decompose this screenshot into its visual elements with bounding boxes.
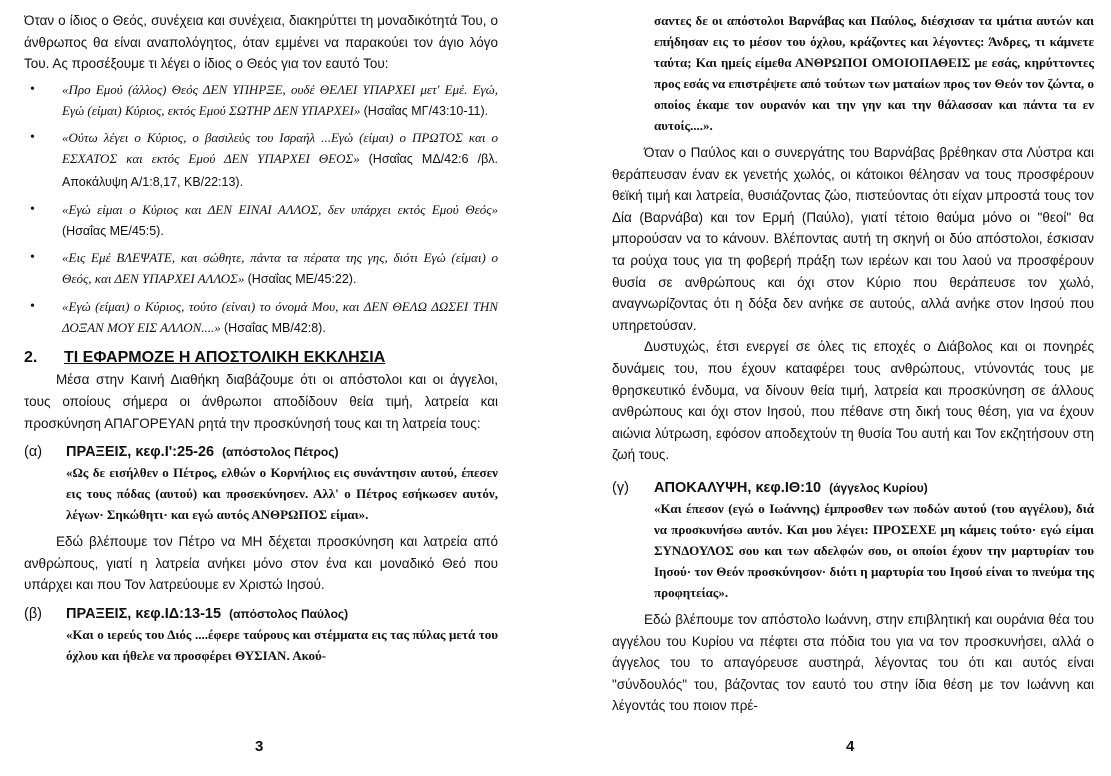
bullet-reference: (Ησαΐας ΜΔ/42:6 /βλ. Αποκάλυψη Α/1:8,17, ΚΒ/22:13). [62,152,498,189]
intro-paragraph: Όταν ο ίδιος ο Θεός, συνέχεια και συνέχεια, διακηρύττει τη μοναδικότητά Του, ο άνθρωπος θα είναι αναπολόγητος, όταν εμμένει να παρακούει τον άγιο λόγο Του. Ας προσέξουμε τι λέγει ο ίδιος ο Θεός για τον εαυτό Του: [24,13,498,72]
subsection-title: ΠΡΑΞΕΙΣ, κεφ.ΙΔ:13-15 [66,605,222,622]
list-item [24,247,498,291]
bullet-reference: (Ησαΐας ΜΓ/43:10-11). [363,103,489,118]
subsection-heading-b [24,604,498,624]
list-item [24,199,498,243]
subsection-title: ΑΠΟΚΑΛΥΨΗ, κεφ.ΙΘ:10 [654,479,822,496]
bullet-quote: «Εγώ (είμαι) ο Κύριος, τούτο (είναι) το όνομά Μου, και ΔΕΝ ΘΕΛΩ ΔΩΣΕΙ ΤΗΝ ΔΟΞΑΝ ΜΟΥ ΕΙΣ ΑΛΛΟΝ....» [62,298,498,335]
subsection-comment: Εδώ βλέπουμε τον Πέτρο να ΜΗ δέχεται προσκύνηση και λατρεία από ανθρώπους, γιατί η λατρεία ανήκει μόνο στον ένα και μοναδικό Θεό που υπάρχει και που Τον λατρεύουμε εν Χριστώ Ιησού. [24,534,498,593]
subsection-note: (άγγελος Κυρίου) [829,480,928,495]
right-page [612,10,1094,730]
subsection-heading-a [24,442,498,462]
subsection-note: (απόστολος Παύλος) [229,606,349,621]
subsection-label: (β) [24,605,42,622]
subsection-label: (α) [24,444,43,461]
bullet-quote: «Προ Εμού (άλλος) Θεός ΔΕΝ ΥΠΗΡΞΕ, ουδέ ΘΕΛΕΙ ΥΠΑΡΧΕΙ μετ' Εμέ. Εγώ, Εγώ (είμαι) Κύριος, εκτός Εμού ΣΩΤΗΡ ΔΕΝ ΥΠΑΡΧΕΙ» [62,81,498,118]
bullet-quote: «Εις Εμέ ΒΛΕΨΑΤΕ, και σώθητε, πάντα τα πέρατα της γης, διότι Εγώ (είμαι) ο Θεός, και ΔΕΝ ΥΠΑΡΧΕΙ ΑΛΛΟΣ» [62,250,498,287]
body-paragraph: Όταν ο Παύλος και ο συνεργάτης του Βαρνάβας βρέθηκαν στα Λύστρα και θεράπευσαν έναν εκ γενετής χωλός, οι κάτοικοι θέλησαν να τους προσφέρουν θεϊκή τιμή και λατρεία, θυσιάζοντας ζώο, πιστεύοντας ότι είχαν μπροστά τους τον Δία (Βαρνάβα) και τον Ερμή (Παύλο), γιατί τέτοιο θαύμα μόνο οι "θεοί" θα μπορούσαν να το κάνουν. Βλέποντας αυτή τη σκηνή οι δύο απόστολοι, έσκισαν τα ρούχα τους για τη φοβερή πράξη των ιερέων και του λαού να προσφέρουν θυσία σε ανθρώπους και όχι στον Κύριο που θεράπευσε τον χωλό, αναγνωρίζοντας ότι η δόξα δεν ανήκε σε αυτούς, αλλά ανήκε στον Ιησού που υπηρετούσαν. [612,145,1094,333]
bullet-quote: «Εγώ είμαι ο Κύριος και ΔΕΝ ΕΙΝΑΙ ΑΛΛΟΣ, δεν υπάρχει εκτός Εμού Θεός» [62,201,498,217]
bullet-quote: «Ούτω λέγει ο Κύριος, ο βασιλεύς του Ισραήλ ...Εγώ (είμαι) ο ΠΡΩΤΟΣ και ο ΕΣΧΑΤΟΣ και εκτός Εμού ΔΕΝ ΥΠΑΡΧΕΙ ΘΕΟΣ» [62,130,498,167]
subsection-quote: «Ως δε εισήλθεν ο Πέτρος, ελθών ο Κορνήλιος εις συνάντησιν αυτού, έπεσεν εις τους πόδας (αυτού) και προσεκύνησεν. Αλλ' ο Πέτρος εσήκωσεν αυτόν, λέγων· Σηκώθητι· και εγώ αυτός ΑΝΘΡΩΠΟΣ είμαι». [66,465,498,523]
continued-quote: σαντες δε οι απόστολοι Βαρνάβας και Παύλος, διέσχισαν τα ιμάτια αυτών και επήδησαν εις το μέσον του όχλου, κράζοντες και λέγοντες: Άνδρες, τι κάμνετε ταύτα; Και ημείς είμεθα ΑΝΘΡΩΠΟΙ ΟΜΟΙΟΠΑΘΕΙΣ με εσάς, κηρύττοντες προς εσάς να επιστρέψετε από τούτων των ματαίων προς τον Θεόν τον ζώντα, ο οποίος έκαμε τον ουρανόν και την γην και την θάλασσαν και πάντα τα εν αυτοίς....». [654,13,1094,133]
bullet-reference: (Ησαΐας ΜΒ/42:8). [224,320,326,335]
body-paragraph: Δυστυχώς, έτσι ενεργεί σε όλες τις εποχές ο Διάβολος και οι πονηρές δυνάμεις του, που έχουν καταφέρει τους ανθρώπους, ντύνοντάς τους με θρησκευτικό ένδυμα, να δίνουν θεία τιμή, λατρεία και προσκύνηση σε άλλους ανθρώπους και όχι στον Ιησού, που πέθανε στη δική τους θέση, για να έχουν αιώνια λύτρωση, εφόσον αποδεχτούν τη θυσία Του αυτή και Τον εκζητήσουν στη ζωή τους. [612,339,1094,463]
page-number-left: 3 [255,738,264,755]
section-heading [24,347,498,369]
subsection-comment: Εδώ βλέπουμε τον απόστολο Ιωάννη, στην επιβλητική και ουράνια θέα του αγγέλου του Κυρίου να πέφτει στα πόδια του για να τον προσκυνήσει, αλλά ο άγγελος του το απαγόρευσε αυστηρά, λέγοντας του ότι και αυτός είναι "σύνδουλός" του, βάζοντας τον εαυτό του στην ίδια θέση με τον Ιωάννη και λέγοντάς του ποιον πρέ- [612,611,1094,714]
scripture-list [24,79,498,340]
list-item [24,79,498,123]
subsection-label: (γ) [612,479,629,496]
bullet-reference: (Ησαΐας ΜΕ/45:5). [62,223,164,238]
list-item [24,127,498,193]
subsection-title: ΠΡΑΞΕΙΣ, κεφ.Ι':25-26 [66,444,215,461]
section-intro-paragraph: Μέσα στην Καινή Διαθήκη διαβάζουμε ότι οι απόστολοι και οι άγγελοι, τους οποίους σήμερα οι άνθρωποι αποδίδουν θεία τιμή, λατρεία και προσκύνηση ΑΠΑΓΟΡΕΥΑΝ ρητά την προσκύνησή τους και τη λατρεία τους: [24,372,498,431]
subsection-note: (απόστολος Πέτρος) [222,445,339,460]
subsection-quote: «Και έπεσον (εγώ ο Ιωάννης) έμπροσθεν των ποδών αυτού (του αγγέλου), διά να προσκυνήσω αυτόν. Και μου λέγει: ΠΡΟΣΕΧΕ μη κάμεις τούτο· εγώ είμαι ΣΥΝΔΟΥΛΟΣ σου και των αδελφών σου, οι οποίοι έχουν την μαρτυρίαν του Ιησού· τον Θεόν προσκύνησον· διότι η μαρτυρία του Ιησού είναι το πνεύμα της προφητείας». [654,500,1094,600]
section-title: ΤΙ ΕΦΑΡΜΟΖΕ Η ΑΠΟΣΤΟΛΙΚΗ ΕΚΚΛΗΣΙΑ [64,349,386,367]
subsection-quote: «Και ο ιερεύς του Διός ....έφερε ταύρους και στέμματα εις τας πύλας μετά του όχλου και ήθελε να προσφέρει ΘΥΣΙΑΝ. Ακού- [66,626,498,663]
list-item [24,296,498,340]
subsection-heading-c [612,478,1094,498]
page-number-right: 4 [846,738,855,755]
section-number: 2. [24,349,38,367]
left-page [24,10,498,730]
bullet-reference: (Ησαΐας ΜΕ/45:22). [247,272,357,287]
